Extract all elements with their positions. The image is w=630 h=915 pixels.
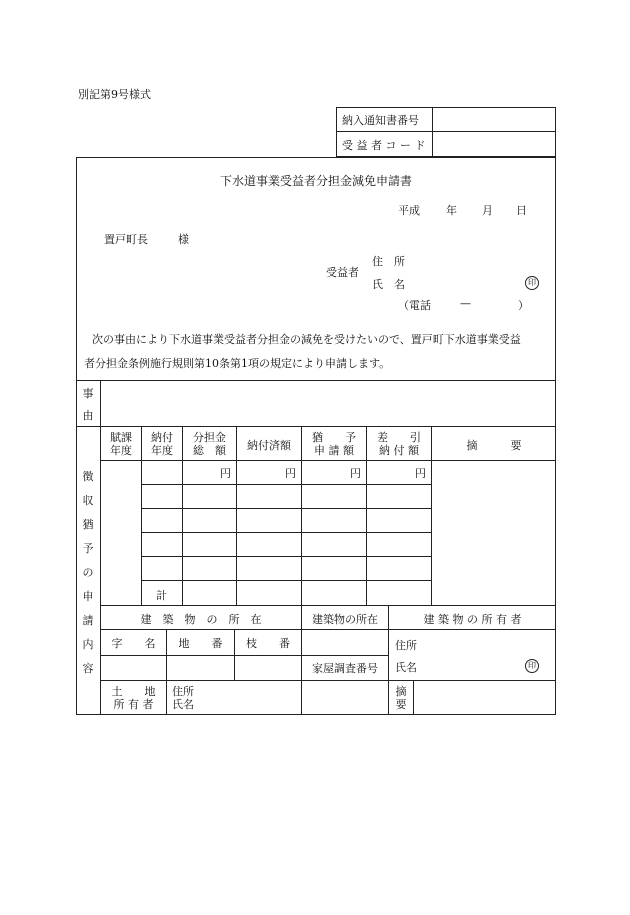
phone-open: （電話 [398, 299, 431, 312]
date-year: 年 [446, 204, 457, 217]
yen-unit-requested: 円 [350, 467, 361, 480]
applicant-label: 受益者 [326, 266, 359, 279]
section-char-7: 請 [82, 614, 94, 627]
edaban-label: 枝 番 [246, 637, 290, 650]
date-day: 日 [516, 204, 527, 217]
building-location-header: 建 築 物 の 所 在 [140, 613, 262, 626]
phone-close: ） [518, 299, 529, 312]
header-requested: 猶 予 申 請 額 [312, 431, 356, 457]
owner-seal-icon: 印 [525, 659, 539, 673]
section-char-5: の [82, 566, 94, 579]
addressee-honorific: 様 [178, 233, 189, 246]
addressee-name: 置戸町長 [104, 233, 148, 246]
total-label: 計 [156, 589, 167, 602]
section-char-2: 収 [82, 494, 94, 507]
owner-name-label: 氏名 [395, 661, 417, 674]
yen-unit-total: 円 [220, 467, 231, 480]
body-text-line-1: 次の事由により下水道事業受益者分担金の減免を受けたいので、置戸町下水道事業受益 [92, 333, 521, 346]
beneficiary-code-field[interactable] [436, 134, 552, 152]
notice-number-label: 納入通知書番号 [342, 114, 419, 127]
yen-unit-paid: 円 [285, 467, 296, 480]
reason-char-2: 由 [82, 409, 94, 422]
land-remarks-label: 摘 要 [395, 685, 407, 711]
header-levy-year: 賦課 年度 [110, 431, 132, 457]
applicant-seal-icon: 印 [525, 276, 539, 290]
applicant-address-label: 住 所 [372, 255, 405, 268]
reason-field[interactable] [104, 384, 552, 422]
section-char-1: 徴 [82, 470, 94, 483]
header-total: 分担金 総 額 [193, 431, 226, 457]
notice-number-field[interactable] [436, 110, 552, 128]
applicant-name-label: 氏 名 [372, 278, 405, 291]
header-paid: 納付済額 [247, 439, 291, 452]
house-survey-label: 家屋調査番号 [312, 662, 378, 675]
body-text-line-2: 者分担金条例施行規則第10条第1項の規定により申請します。 [84, 357, 391, 370]
form-label: 別記第9号様式 [78, 88, 151, 101]
header-balance: 差 引 納 付 額 [377, 431, 421, 457]
building-location-header-2: 建築物の所在 [312, 613, 378, 626]
reason-char-1: 事 [82, 387, 94, 400]
date-month: 月 [482, 204, 493, 217]
land-owner-label: 土 地 所 有 者 [111, 685, 156, 711]
beneficiary-code-label: 受 益 者 コ ー ド [342, 139, 426, 152]
chiban-label: 地 番 [178, 637, 223, 650]
yen-unit-balance: 円 [415, 467, 426, 480]
aza-label: 字 名 [111, 637, 156, 650]
section-char-6: 申 [82, 590, 94, 603]
section-char-3: 猶 [82, 518, 94, 531]
owner-address-label: 住所 [395, 639, 417, 652]
header-remarks: 摘 要 [466, 439, 522, 452]
building-owner-header: 建 築 物 の 所 有 者 [423, 613, 522, 626]
land-owner-fields: 住所 氏名 [172, 685, 194, 711]
form-title: 下水道事業受益者分担金減免申請書 [219, 174, 412, 188]
phone-dash: — [460, 297, 471, 310]
header-pay-year: 納付 年度 [151, 431, 173, 457]
date-era: 平成 [398, 204, 420, 217]
section-char-9: 容 [82, 662, 94, 675]
section-char-4: 予 [82, 542, 94, 555]
section-char-8: 内 [82, 638, 94, 651]
